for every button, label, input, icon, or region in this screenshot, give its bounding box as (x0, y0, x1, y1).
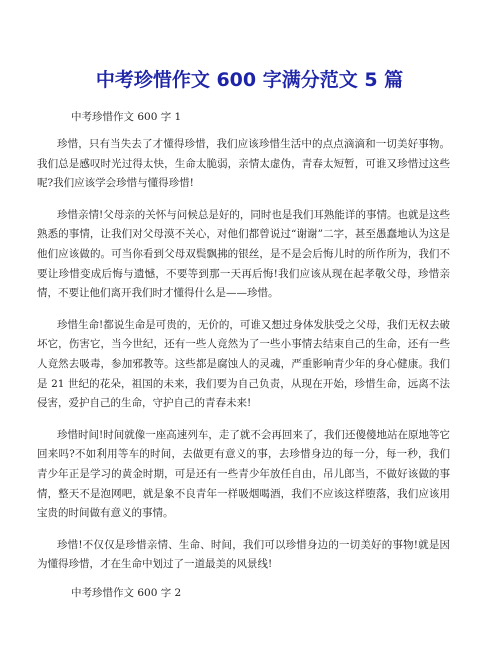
paragraph: 珍惜!不仅仅是珍惜亲情、生命、时间，我们可以珍惜身边的一切美好的事物!就是因为懂得珍惜，才在生命中划过了一道最美的风景线! (37, 538, 450, 571)
paragraph: 珍惜时间!时间就像一座高速列车，走了就不会再回来了，我们还傻傻地站在原地等它回来吗?不如利用等车的时间，去做更有意义的事，去珍惜身边的每一分，每一秒，我们青少年正是学习的黄金时期，可是还有一些青少年放任自由，吊儿郎当，不做好该做的事情，整天不是泡网吧，就是象不良青年一样吸烟喝酒，我们不应该这样堕落，我们应该用宝贵的时间做有意义的事情。 (37, 428, 450, 520)
paragraph: 珍惜，只有当失去了才懂得珍惜，我们应该珍惜生活中的点点滴滴和一切美好事物。我们总是感叹时光过得太快，生命太脆弱，亲情太虚伪，青春太短暂，可谁又珍惜过这些呢?我们应该学会珍惜与懂得珍惜! (37, 138, 450, 190)
document-title: 中考珍惜作文 600 字满分范文 5 篇 (95, 69, 404, 91)
section-heading-2: 中考珍惜作文 600 字 2 (71, 586, 182, 599)
paragraph: 珍惜生命!都说生命是可贵的，无价的，可谁又想过身体发肤受之父母，我们无权去破坏它，伤害它，当今世纪，还有一些人竟然为了一些小事情去结束自己的生命，还有一些人竟然去吸毒，参加邪教等。这些都是腐蚀人的灵魂，严重影响青少年的身心健康。我们是 21 世纪的花朵，祖国的未来，我们要为自己负责，从现在开始，珍惜生命，远离不法侵害，爱护自己的生命，守护自己的青春未来! (37, 318, 450, 410)
section-heading-1: 中考珍惜作文 600 字 1 (71, 111, 182, 123)
paragraph: 珍惜亲情!父母亲的关怀与问候总是好的，同时也是我们耳熟能详的事情。也就是这些熟悉的事情，让我们对父母漠不关心，对他们都曾说过“谢谢”二字，甚至愚蠢地认为这是他们应该做的。可当你看到父母双鬓飘拂的银丝，是不是会后悔儿时的所作所为，我们不要让珍惜变成后悔与遗憾，不要等到那一天再后悔!我们应该从现在起孝敬父母，珍惜亲情，不要让他们离开我们时才懂得什么是——珍惜。 (37, 208, 450, 300)
